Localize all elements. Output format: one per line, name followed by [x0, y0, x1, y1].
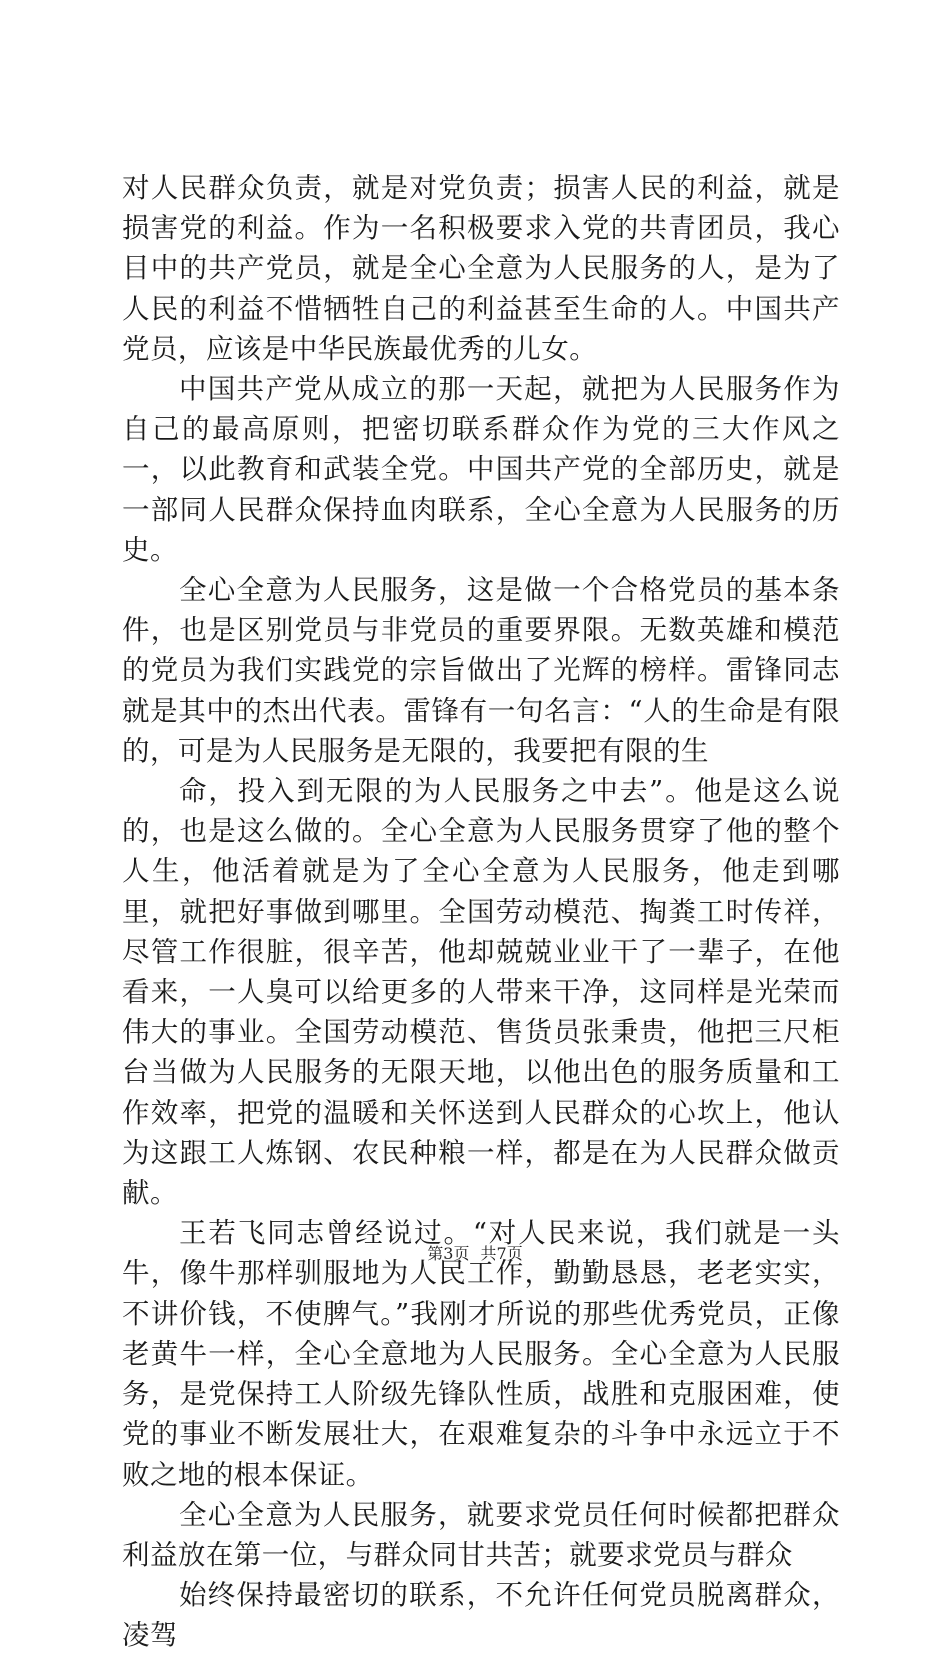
paragraph-5: 王若飞同志曾经说过。“对人民来说，我们就是一头牛，像牛那样驯服地为人民工作，勤勤恳恳，老老实实，不讲价钱，不使脾气。”我刚才所说的那些优秀党员，正像老黄牛一样，全心全意地为人民服务。全心全意为人民服务，是党保持工人阶级先锋队性质，战胜和克服困难，使党的事业不断发展壮大，在艰难复杂的斗争中永远立于不败之地的根本保证。: [122, 1217, 840, 1491]
document-body: [122, 168, 840, 1656]
paragraph-2: 中国共产党从成立的那一天起，就把为人民服务作为自己的最高原则，把密切联系群众作为党的三大作风之一，以此教育和武装全党。中国共产党的全部历史，就是一部同人民群众保持血肉联系，全心全意为人民服务的历史。: [122, 373, 840, 566]
page-total: 共7页: [480, 1244, 523, 1263]
page-number: 第3页: [427, 1244, 470, 1263]
paragraph-1: 对人民群众负责，就是对党负责；损害人民的利益，就是损害党的利益。作为一名积极要求入党的共青团员，我心目中的共产党员，就是全心全意为人民服务的人，是为了人民的利益不惜牺牲自己的利益甚至生命的人。中国共产党员，应该是中华民族最优秀的儿女。: [122, 172, 840, 365]
paragraph-6: 全心全意为人民服务，就要求党员任何时候都把群众利益放在第一位，与群众同甘共苦；就要求党员与群众: [122, 1498, 840, 1571]
page-footer: [0, 1244, 950, 1264]
paragraph-7: 始终保持最密切的联系，不允许任何党员脱离群众，凌驾: [122, 1579, 840, 1652]
paragraph-4: 命，投入到无限的为人民服务之中去”。他是这么说的，也是这么做的。全心全意为人民服务贯穿了他的整个人生，他活着就是为了全心全意为人民服务，他走到哪里，就把好事做到哪里。全国劳动模范、掏粪工时传祥，尽管工作很脏，很辛苦，他却兢兢业业干了一辈子，在他看来，一人臭可以给更多的人带来干净，这同样是光荣而伟大的事业。全国劳动模范、售货员张秉贵，他把三尺柜台当做为人民服务的无限天地，以他出色的服务质量和工作效率，把党的温暖和关怀送到人民群众的心坎上，他认为这跟工人炼钢、农民种粮一样，都是在为人民群众做贡献。: [122, 775, 840, 1210]
paragraph-3: 全心全意为人民服务，这是做一个合格党员的基本条件，也是区别党员与非党员的重要界限。无数英雄和模范的党员为我们实践党的宗旨做出了光辉的榜样。雷锋同志就是其中的杰出代表。雷锋有一句名言：“人的生命是有限的，可是为人民服务是无限的，我要把有限的生: [122, 574, 840, 767]
